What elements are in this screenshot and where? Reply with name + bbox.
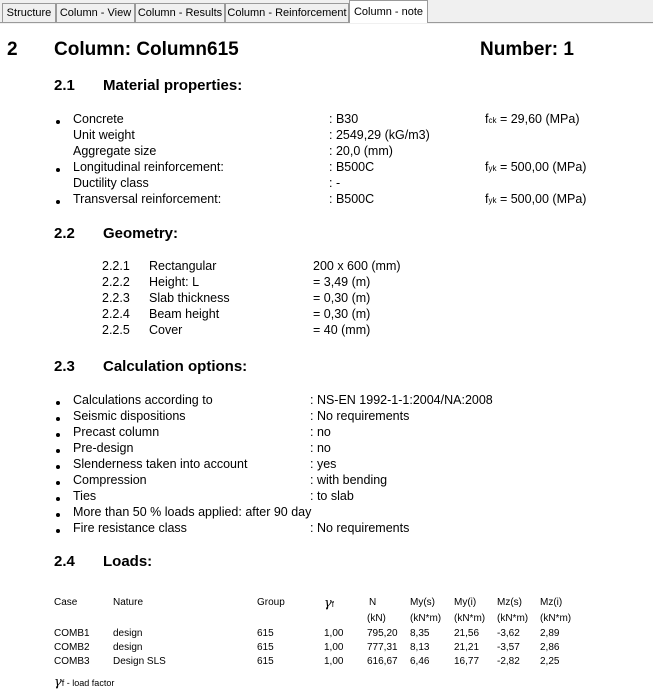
table-cell: 615 [257, 642, 274, 653]
option-label: Compression [73, 473, 147, 487]
material-label: Aggregate size [73, 144, 157, 158]
bullet-icon [56, 168, 60, 172]
material-strength: fyk = 500,00 (MPa) [485, 192, 587, 206]
table-cell: 6,46 [410, 656, 430, 667]
tab-bar [0, 0, 653, 24]
material-value: : 2549,29 (kG/m3) [329, 128, 430, 142]
geometry-value: = 0,30 (m) [313, 307, 371, 321]
table-unit: (kN*m) [540, 613, 572, 624]
table-cell: COMB1 [54, 628, 90, 639]
material-value: : B500C [329, 160, 375, 174]
bullet-icon [56, 120, 60, 124]
option-value: : with bending [310, 473, 388, 487]
section-number: 2.2 [54, 225, 75, 242]
option-value: : No requirements [310, 409, 410, 423]
table-header: My(s) [410, 597, 435, 608]
table-cell: 2,89 [540, 628, 560, 639]
table-cell: -3,57 [497, 642, 520, 653]
bullet-icon [56, 497, 60, 501]
geometry-value: = 3,49 (m) [313, 275, 371, 289]
table-cell: 777,31 [367, 642, 398, 653]
material-value: : B30 [329, 112, 359, 126]
material-strength: fck = 29,60 (MPa) [485, 112, 580, 126]
geometry-value: = 40 (mm) [313, 323, 371, 337]
table-cell: 1,00 [324, 642, 344, 653]
table-cell: -2,82 [497, 656, 520, 667]
option-value: : yes [310, 457, 337, 471]
table-header: My(i) [454, 597, 477, 608]
section-title: Calculation options: [103, 358, 248, 375]
table-header: Nature [113, 597, 144, 608]
option-value: : NS-EN 1992-1-1:2004/NA:2008 [310, 393, 493, 407]
option-value: : No requirements [310, 521, 410, 535]
option-label: Calculations according to [73, 393, 213, 407]
geometry-number: 2.2.1 [102, 259, 130, 273]
geometry-label: Beam height [149, 307, 220, 321]
section-title: Material properties: [103, 77, 243, 94]
load-factor-footnote: γf - load factor [54, 675, 115, 690]
section-title: Loads: [103, 553, 153, 570]
option-label: Slenderness taken into account [73, 457, 248, 471]
geometry-number: 2.2.2 [102, 275, 130, 289]
option-value: : no [310, 441, 331, 455]
table-cell: 615 [257, 656, 274, 667]
material-value: : - [329, 176, 341, 190]
bullet-icon [56, 417, 60, 421]
table-unit: (kN*m) [497, 613, 529, 624]
note-document [0, 24, 653, 692]
tab-column-results[interactable]: Column - Results [135, 3, 225, 22]
material-label: Transversal reinforcement: [73, 192, 222, 206]
geometry-label: Slab thickness [149, 291, 230, 305]
material-label: Longitudinal reinforcement: [73, 160, 224, 174]
bullet-icon [56, 481, 60, 485]
table-unit: (kN*m) [454, 613, 486, 624]
bullet-icon [56, 401, 60, 405]
table-header: Mz(s) [497, 597, 522, 608]
geometry-label: Rectangular [149, 259, 217, 273]
tab-structure[interactable]: Structure [2, 3, 56, 22]
geometry-value: 200 x 600 (mm) [313, 259, 401, 273]
tab-column-note[interactable]: Column - note [349, 0, 428, 23]
table-cell: COMB2 [54, 642, 90, 653]
table-header: Case [54, 597, 78, 608]
table-cell: 2,25 [540, 656, 560, 667]
bullet-icon [56, 200, 60, 204]
geometry-number: 2.2.3 [102, 291, 130, 305]
bullet-icon [56, 465, 60, 469]
option-label: More than 50 % loads applied: after 90 day [73, 505, 312, 519]
table-cell: design [113, 628, 143, 639]
table-cell: 21,21 [454, 642, 480, 653]
section-title: Geometry: [103, 225, 179, 242]
material-value: : 20,0 (mm) [329, 144, 393, 158]
material-label: Ductility class [73, 176, 149, 190]
bullet-icon [56, 513, 60, 517]
table-unit: (kN*m) [410, 613, 442, 624]
table-cell: 8,13 [410, 642, 430, 653]
table-cell: 21,56 [454, 628, 480, 639]
section-number: 2.4 [54, 553, 75, 570]
column-count: Number: 1 [480, 39, 574, 60]
table-cell: 8,35 [410, 628, 430, 639]
table-cell: 1,00 [324, 656, 344, 667]
bullet-icon [56, 433, 60, 437]
page-title: Column: Column615 [54, 39, 239, 60]
chapter-number: 2 [7, 39, 18, 60]
table-cell: 615 [257, 628, 274, 639]
material-label: Unit weight [73, 128, 135, 142]
table-cell: 16,77 [454, 656, 480, 667]
geometry-value: = 0,30 (m) [313, 291, 371, 305]
table-header: Mz(i) [540, 597, 563, 608]
table-cell: 1,00 [324, 628, 344, 639]
geometry-number: 2.2.4 [102, 307, 130, 321]
material-label: Concrete [73, 112, 124, 126]
table-cell: design [113, 642, 143, 653]
table-header: N [369, 597, 377, 608]
tab-column-reinforcement[interactable]: Column - Reinforcement [225, 3, 349, 22]
option-label: Precast column [73, 425, 160, 439]
geometry-label: Height: L [149, 275, 200, 289]
table-cell: 616,67 [367, 656, 398, 667]
table-unit: (kN) [367, 613, 386, 624]
option-label: Pre-design [73, 441, 134, 455]
table-cell: -3,62 [497, 628, 520, 639]
bullet-icon [56, 529, 60, 533]
tab-column-view[interactable]: Column - View [56, 3, 135, 22]
option-value: : no [310, 425, 331, 439]
option-label: Seismic dispositions [73, 409, 186, 423]
option-label: Ties [73, 489, 97, 503]
option-label: Fire resistance class [73, 521, 187, 535]
material-strength: fyk = 500,00 (MPa) [485, 160, 587, 174]
option-value: : to slab [310, 489, 354, 503]
bullet-icon [56, 449, 60, 453]
geometry-label: Cover [149, 323, 183, 337]
table-cell: Design SLS [113, 656, 166, 667]
table-header: γf [324, 596, 335, 611]
section-number: 2.1 [54, 77, 75, 94]
material-value: : B500C [329, 192, 375, 206]
section-number: 2.3 [54, 358, 75, 375]
table-cell: 2,86 [540, 642, 560, 653]
table-header: Group [257, 597, 285, 608]
table-cell: COMB3 [54, 656, 90, 667]
geometry-number: 2.2.5 [102, 323, 130, 337]
table-cell: 795,20 [367, 628, 398, 639]
